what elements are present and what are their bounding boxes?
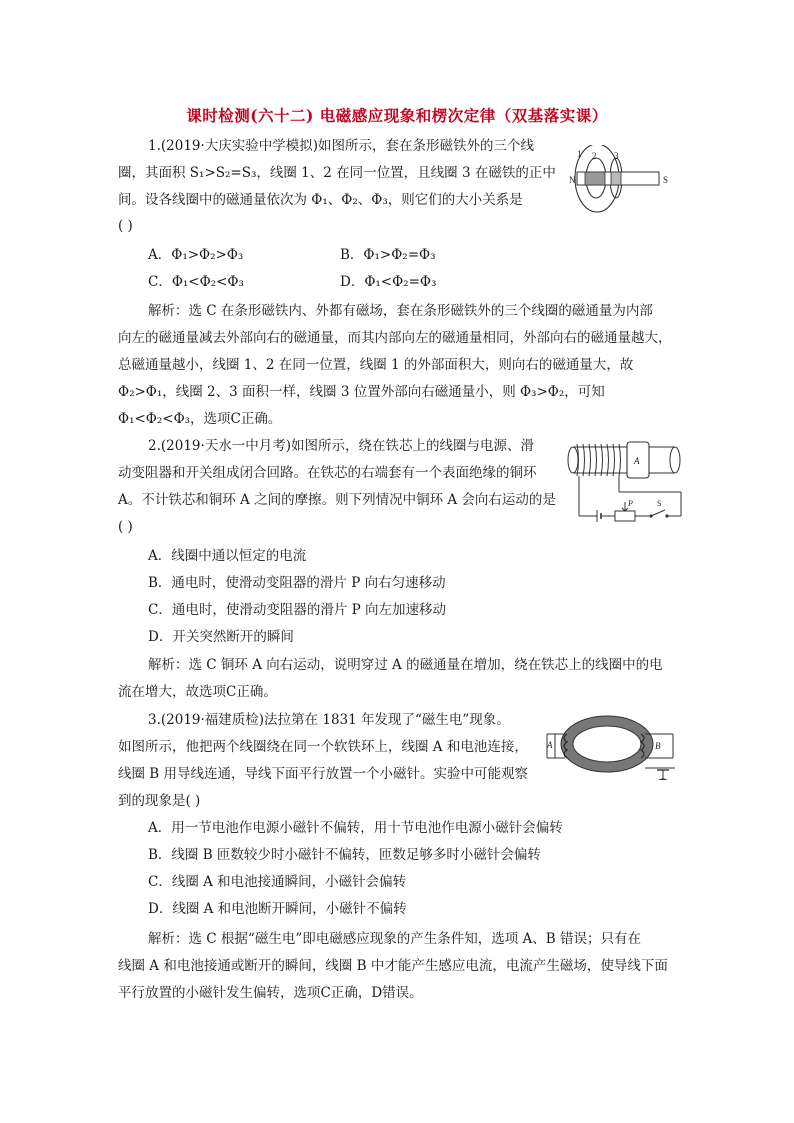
q1-analysis-line-5: Φ₁<Φ₂<Φ₃，选项C正确。 — [118, 411, 282, 427]
q1-option-c: C．Φ₁<Φ₂<Φ₃ — [148, 274, 244, 290]
q3-analysis-line-2: 线圈 A 和电池接通或断开的瞬间，线圈 B 中才能产生感应电流，电流产生磁场，使导线下面 — [118, 958, 668, 974]
q2-fig-label-s: S — [657, 499, 662, 508]
q1-fig-label-s: S — [663, 175, 669, 185]
q2-fig-label-a: A — [634, 456, 640, 466]
q3-option-d: D．线圈 A 和电池断开瞬间，小磁针不偏转 — [148, 901, 407, 917]
q1-analysis-line-4: Φ₂>Φ₁，线圈 2、3 面积一样，线圈 3 位置外部向右磁通量小，则 Φ₃>Φ₂，可知 — [118, 384, 605, 400]
q3-option-a: A．用一节电池作电源小磁针不偏转，用十节电池作电源小磁针会偏转 — [148, 820, 563, 836]
q2-fig-label-p: P — [628, 499, 633, 508]
q3-fig-label-a: A — [547, 740, 553, 750]
q3-fig-label-b: B — [655, 741, 661, 751]
q1-stem-line-1: 1.(2019·大庆实验中学模拟)如图所示，套在条形磁铁外的三个线 — [148, 138, 535, 154]
q3-option-b: B．线圈 B 匝数较少时小磁针不偏转，匝数足够多时小磁针会偏转 — [148, 847, 541, 863]
q3-stem-line-3: 线圈 B 用导线连通，导线下面平行放置一个小磁针。实验中可能观察 — [118, 766, 529, 782]
q2-stem-line-3: A。不计铁芯和铜环 A 之间的摩擦。则下列情况中铜环 A 会向右运动的是 — [118, 492, 556, 508]
q2-option-c: C．通电时，使滑动变阻器的滑片 P 向左加速移动 — [148, 602, 446, 618]
q2-stem-line-4: ( ) — [118, 519, 133, 535]
q1-figure-magnet-coils — [563, 145, 673, 220]
q2-option-b: B．通电时，使滑动变阻器的滑片 P 向右匀速移动 — [148, 575, 446, 591]
q3-stem-line-1: 3.(2019·福建质检)法拉第在 1831 年发现了“磁生电”现象。 — [148, 712, 510, 728]
q1-option-b: B．Φ₁>Φ₂=Φ₃ — [340, 247, 436, 263]
q1-stem-line-3: 间。设各线圈中的磁通量依次为 Φ₁、Φ₂、Φ₃，则它们的大小关系是 — [118, 192, 523, 208]
q3-stem-line-2: 如图所示，他把两个线圈绕在同一个软铁环上，线圈 A 和电池连接， — [118, 739, 528, 755]
q3-option-c: C．线圈 A 和电池接通瞬间，小磁针会偏转 — [148, 874, 407, 890]
q3-stem-line-4: 到的现象是( ) — [118, 793, 201, 809]
q1-fig-label-3: 3 — [614, 151, 619, 161]
q3-analysis-line-1: 解析：选 C 根据“磁生电”即电磁感应现象的产生条件知，选项 A、B 错误；只有在 — [148, 931, 641, 947]
q2-option-a: A．线圈中通以恒定的电流 — [148, 548, 307, 564]
q2-analysis-line-2: 流在增大，故选项C正确。 — [118, 684, 277, 700]
q1-analysis-line-2: 向左的磁通量减去外部向右的磁通量，而其内部向左的磁通量相同，外部向右的磁通量越大， — [118, 330, 672, 346]
q1-option-a: A．Φ₁>Φ₂>Φ₃ — [148, 247, 244, 263]
q1-analysis-line-1: 解析：选 C 在条形磁铁内、外都有磁场，套在条形磁铁外的三个线圈的磁通量为内部 — [148, 303, 653, 319]
q2-figure-coil-circuit — [565, 440, 685, 525]
q2-option-d: D．开关突然断开的瞬间 — [148, 629, 294, 645]
q1-fig-label-n: N — [569, 175, 576, 185]
q2-stem-line-1: 2.(2019·天水一中月考)如图所示，绕在铁芯上的线圈与电源、滑 — [148, 438, 535, 454]
q1-fig-label-2: 2 — [592, 151, 597, 161]
q3-figure-faraday-ring — [545, 712, 680, 792]
q1-stem-line-4: ( ) — [118, 218, 133, 234]
q1-option-d: D．Φ₁<Φ₂=Φ₃ — [340, 274, 437, 290]
page-title: 课时检测(六十二) 电磁感应现象和楞次定律（双基落实课） — [186, 106, 608, 125]
q1-fig-label-1: 1 — [577, 149, 582, 159]
q1-stem-line-2: 圈，其面积 S₁>S₂=S₃，线圈 1、2 在同一位置，且线圈 3 在磁铁的正中 — [118, 165, 556, 181]
q2-analysis-line-1: 解析：选 C 铜环 A 向右运动，说明穿过 A 的磁通量在增加，绕在铁芯上的线圈中的电 — [148, 657, 663, 673]
q2-stem-line-2: 动变阻器和开关组成闭合回路。在铁芯的右端套有一个表面绝缘的铜环 — [118, 465, 537, 481]
q1-analysis-line-3: 总磁通量越小，线圈 1、2 在同一位置，线圈 1 的外部面积大，则向右的磁通量大，故 — [118, 357, 634, 373]
q3-analysis-line-3: 平行放置的小磁针发生偏转，选项C正确，D错误。 — [118, 985, 423, 1001]
